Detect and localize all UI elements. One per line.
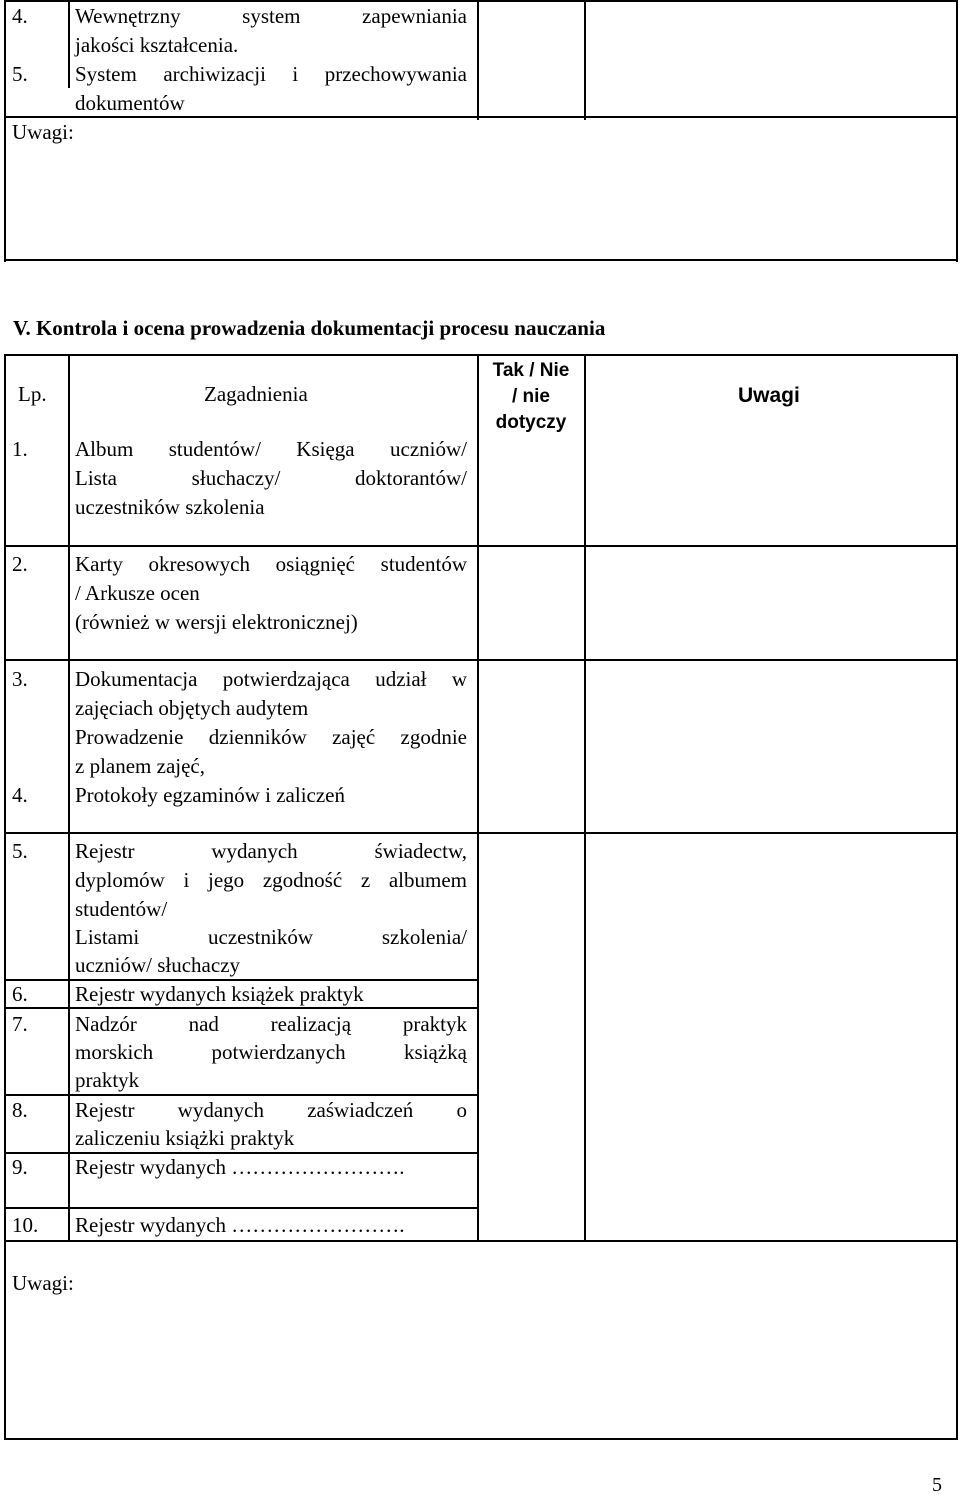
row-text: dyplomów i jego zgodność z albumem: [75, 868, 467, 892]
table-border: [68, 354, 70, 1242]
row-text: zaliczeniu książki praktyk: [75, 1126, 295, 1150]
page-number: 5: [932, 1474, 942, 1496]
row-text: Lista słuchaczy/ doktorantów/: [75, 466, 467, 490]
row-text: morskich potwierdzanych książką: [75, 1040, 467, 1064]
row-text: Prowadzenie dzienników zajęć zgodnie: [75, 725, 467, 749]
row-text: dokumentów: [75, 91, 185, 115]
header-lp: Lp.: [18, 382, 47, 406]
row-number: 10.: [12, 1213, 39, 1237]
header-topic: Zagadnienia: [204, 382, 308, 406]
table-border: [956, 0, 958, 262]
row-text: Rejestr wydanych książek praktyk: [75, 982, 364, 1006]
row-number: 4.: [12, 783, 28, 807]
header-yes-no: [478, 358, 584, 436]
row-text: Rejestr wydanych …………………….: [75, 1155, 405, 1179]
table-border: [4, 0, 6, 262]
row-text: uczestników szkolenia: [75, 495, 265, 519]
row-number: 1.: [12, 437, 28, 461]
row-number: 2.: [12, 552, 28, 576]
header-yes-no-line: / nie: [511, 386, 550, 407]
row-number: 7.: [12, 1012, 28, 1036]
table-border: [477, 354, 479, 1242]
table-border: [4, 1438, 958, 1440]
row-text: Karty okresowych osiągnięć studentów: [75, 552, 467, 576]
row-number: 4.: [12, 4, 28, 28]
row-divider: [4, 545, 958, 547]
row-text: studentów/: [75, 897, 168, 921]
row-number: 6.: [12, 982, 28, 1006]
row-number: 5.: [12, 62, 28, 86]
table-border: [477, 0, 479, 120]
notes-label: Uwagi:: [12, 120, 74, 144]
row-divider: [4, 659, 958, 661]
row-text: Rejestr wydanych …………………….: [75, 1213, 405, 1237]
row-number: 9.: [12, 1155, 28, 1179]
row-text: Rejestr wydanych świadectw,: [75, 839, 467, 863]
row-divider: [4, 1240, 958, 1242]
notes-label: Uwagi:: [12, 1271, 74, 1295]
table-border: [4, 354, 6, 1440]
row-text: praktyk: [75, 1068, 140, 1092]
row-text: uczniów/ słuchaczy: [75, 953, 241, 977]
row-text: Dokumentacja potwierdzająca udział w: [75, 667, 467, 691]
table-border: [4, 259, 958, 261]
row-text: zajęciach objętych audytem: [75, 696, 309, 720]
row-number: 3.: [12, 667, 28, 691]
row-text: z planem zajęć,: [75, 754, 205, 778]
row-divider: [4, 832, 958, 834]
row-text: / Arkusze ocen: [75, 581, 200, 605]
table-border: [584, 0, 586, 120]
row-text: Wewnętrzny system zapewniania: [75, 4, 467, 28]
row-text: Listami uczestników szkolenia/: [75, 925, 467, 949]
row-divider: [4, 1207, 478, 1209]
header-notes: Uwagi: [738, 384, 800, 407]
row-text: (również w wersji elektronicznej): [75, 610, 358, 634]
row-text: Nadzór nad realizacją praktyk: [75, 1012, 467, 1036]
header-yes-no-line: Tak / Nie: [492, 360, 570, 381]
table-border: [68, 0, 70, 88]
row-number: 5.: [12, 839, 28, 863]
row-text: System archiwizacji i przechowywania: [75, 62, 467, 86]
table-border: [4, 354, 958, 356]
section-title: V. Kontrola i ocena prowadzenia dokumentacji procesu nauczania: [13, 316, 606, 340]
row-text: jakości kształcenia.: [75, 33, 239, 57]
table-border: [584, 354, 586, 1242]
row-number: 8.: [12, 1098, 28, 1122]
row-text: Protokoły egzaminów i zaliczeń: [75, 783, 345, 807]
row-text: Album studentów/ Księga uczniów/: [75, 437, 467, 461]
table-border: [956, 354, 958, 1440]
row-text: Rejestr wydanych zaświadczeń o: [75, 1098, 467, 1122]
header-yes-no-line: dotyczy: [495, 412, 567, 433]
